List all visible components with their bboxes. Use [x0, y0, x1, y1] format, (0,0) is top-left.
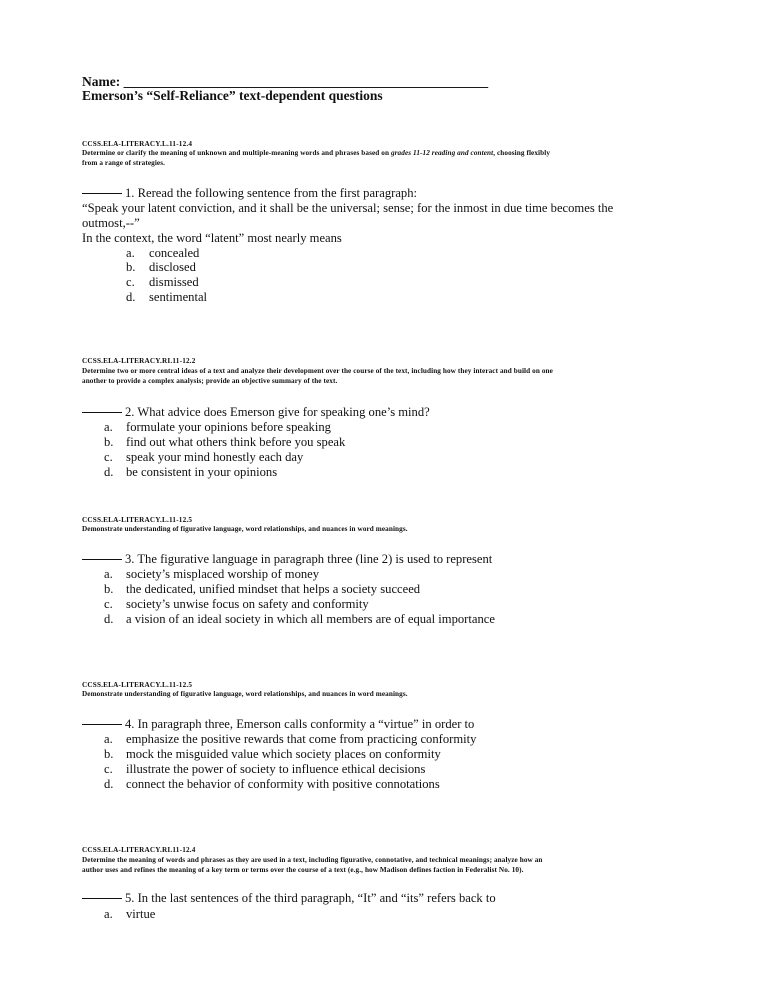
question-stem: 2. What advice does Emerson give for speaking one’s mind? [82, 405, 430, 420]
standard-code: CCSS.ELA-LITERACY.L.11-12.5 [82, 681, 193, 689]
answer-option-b: b. the dedicated, unified mindset that helps a society succeed [104, 582, 421, 596]
answer-option-c: c. illustrate the power of society to influence ethical decisions [104, 762, 426, 776]
answer-option-d: d. sentimental [126, 290, 208, 304]
answer-option-b: b. disclosed [126, 260, 196, 274]
answer-option-d: d. connect the behavior of conformity with positive connotations [104, 777, 440, 791]
quoted-sentence: “Speak your latent conviction, and it shall be the universal; sense; for the inmost in due time becomes the [82, 201, 614, 215]
answer-blank[interactable] [82, 193, 122, 194]
standard-code: CCSS.ELA-LITERACY.L.11-12.4 [82, 140, 193, 148]
standard-description-cont: from a range of strategies. [82, 159, 166, 167]
answer-option-a: a. concealed [126, 246, 200, 260]
standard-code: CCSS.ELA-LITERACY.RI.11-12.2 [82, 357, 196, 365]
worksheet-title: Emerson’s “Self-Reliance” text-dependent questions [82, 88, 383, 103]
standard-description: Determine two or more central ideas of a text and analyze their development over the course of the text, including how they interact and build on one [82, 367, 553, 375]
answer-option-b: b. find out what others think before you speak [104, 435, 346, 449]
answer-option-c: c. society’s unwise focus on safety and conformity [104, 597, 369, 611]
standard-description-cont: another to provide a complex analysis; provide an objective summary of the text. [82, 377, 338, 385]
answer-option-c: c. dismissed [126, 275, 199, 289]
question-stem: 1. Reread the following sentence from the first paragraph: [82, 186, 417, 201]
answer-option-a: a. society’s misplaced worship of money [104, 567, 320, 581]
quoted-sentence-cont: outmost,--” [82, 216, 140, 230]
name-field-label: Name: ______________________________________________________ [82, 74, 489, 89]
answer-option-d: d. a vision of an ideal society in which all members are of equal importance [104, 612, 495, 626]
question-prompt: In the context, the word “latent” most nearly means [82, 231, 342, 245]
answer-option-b: b. mock the misguided value which society places on conformity [104, 747, 441, 761]
answer-blank[interactable] [82, 412, 122, 413]
question-stem: 5. In the last sentences of the third paragraph, “It” and “its” refers back to [82, 891, 496, 906]
question-stem: 4. In paragraph three, Emerson calls conformity a “virtue” in order to [82, 717, 474, 732]
standard-code: CCSS.ELA-LITERACY.RI.11-12.4 [82, 846, 196, 854]
answer-option-a: a. virtue [104, 907, 156, 921]
answer-blank[interactable] [82, 898, 122, 899]
standard-description: Demonstrate understanding of figurative language, word relationships, and nuances in word meanings. [82, 525, 408, 533]
answer-blank[interactable] [82, 559, 122, 560]
answer-option-d: d. be consistent in your opinions [104, 465, 278, 479]
standard-description: Demonstrate understanding of figurative language, word relationships, and nuances in word meanings. [82, 690, 408, 698]
standard-description: Determine the meaning of words and phrases as they are used in a text, including figurative, connotative, and technical meanings; analyze how an [82, 856, 543, 864]
answer-option-a: a. formulate your opinions before speaking [104, 420, 331, 434]
answer-option-c: c. speak your mind honestly each day [104, 450, 304, 464]
question-stem: 3. The figurative language in paragraph three (line 2) is used to represent [82, 552, 492, 567]
standard-description: Determine or clarify the meaning of unknown and multiple-meaning words and phrases based on grades 11-12 reading and content, choosing flexibly [82, 149, 551, 157]
standard-description-cont: author uses and refines the meaning of a key term or terms over the course of a text (e.g., how Madison defines faction in Federalist No. 10). [82, 866, 524, 874]
answer-blank[interactable] [82, 724, 122, 725]
standard-code: CCSS.ELA-LITERACY.L.11-12.5 [82, 516, 193, 524]
answer-option-a: a. emphasize the positive rewards that come from practicing conformity [104, 732, 477, 746]
